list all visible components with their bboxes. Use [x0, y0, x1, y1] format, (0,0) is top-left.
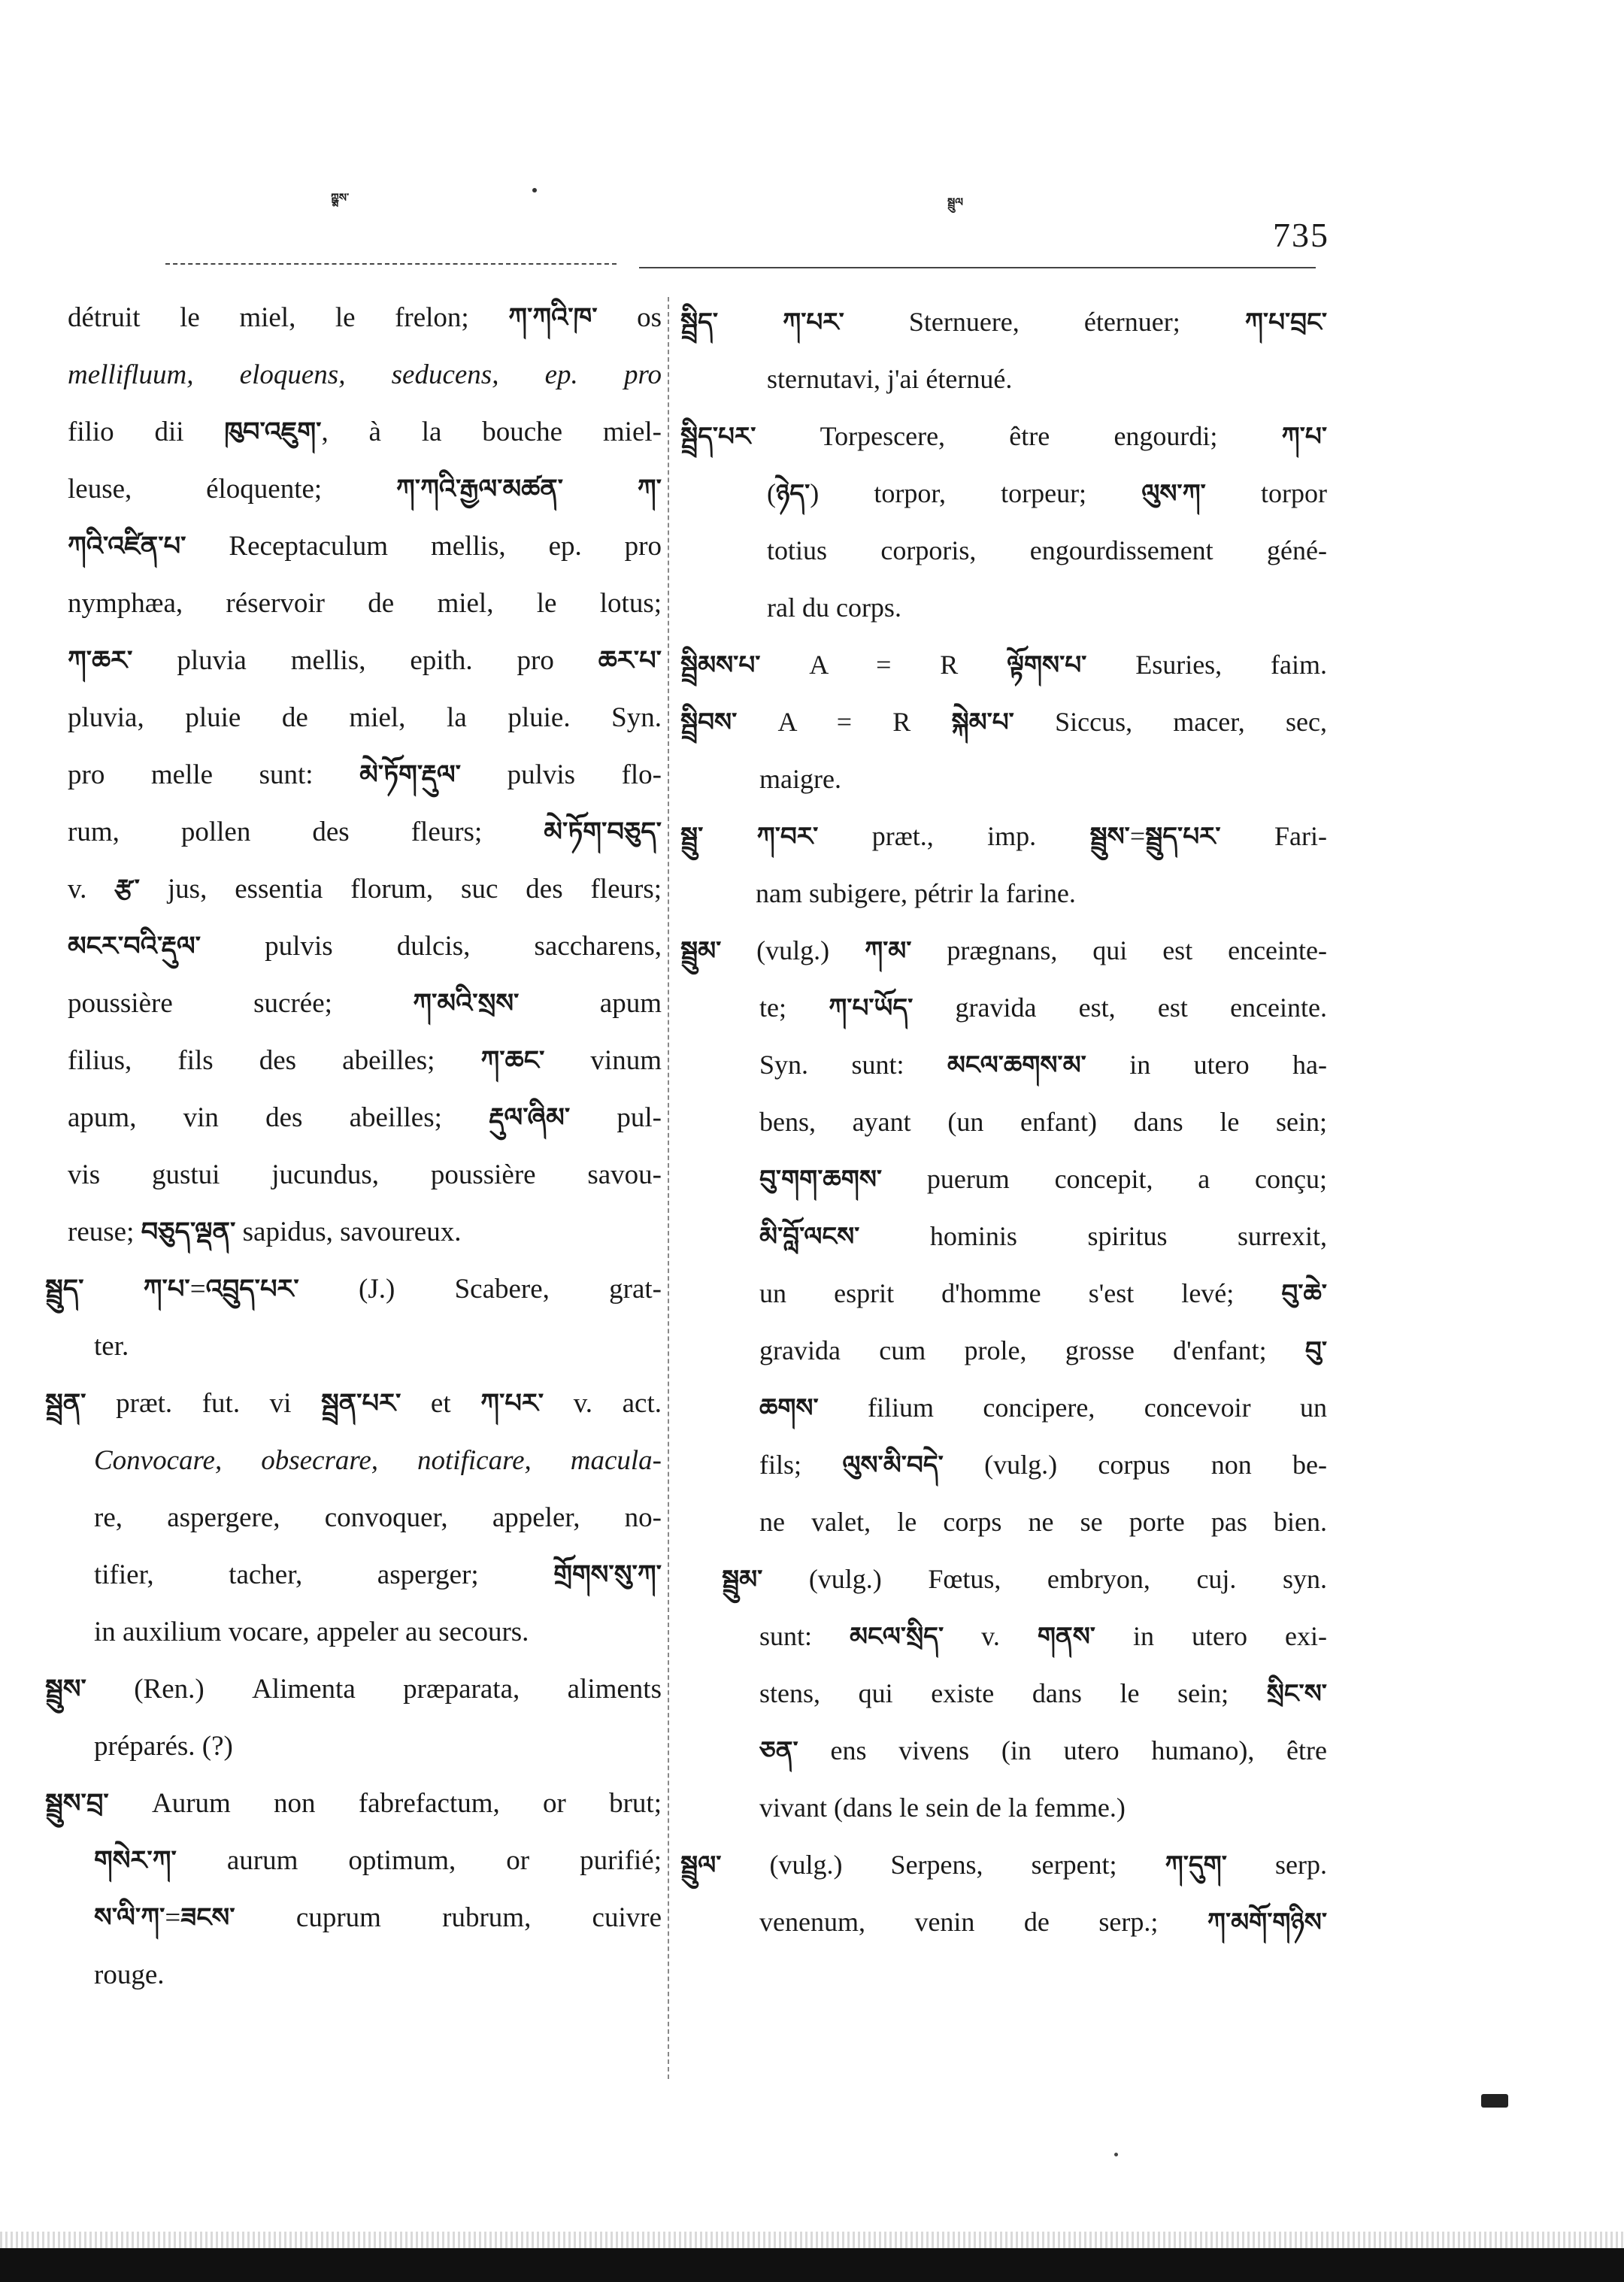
text-line: Convocare, obsecrare, notificare, macula- [94, 1445, 662, 1476]
header-rule-left [165, 263, 617, 265]
text-line: ཀ་ཆར་ pluvia mellis, epith. pro ཆར་པ་ [68, 645, 662, 676]
text-line: stens, qui existe dans le sein; སྲིང་ས་ [759, 1678, 1327, 1709]
text-line: pluvia, pluie de miel, la pluie. Syn. [68, 702, 662, 733]
tibetan-word: ཀ་བར་ [756, 822, 819, 852]
tibetan-word: ཀ་པ་ [1281, 422, 1327, 452]
text-line: ས་ལི་ཀ་=ཟངས་ cuprum rubrum, cuivre [94, 1902, 662, 1933]
scan-edge-noise [0, 2232, 1624, 2248]
tibetan-word: བཅུད་ལྡན་ [141, 1217, 236, 1247]
tibetan-word: ཀ་མའི་སྲས་ [413, 988, 520, 1019]
tibetan-word: ཀ་པར་ [783, 308, 844, 338]
text-line: nam subigere, pétrir la farine. [756, 878, 1076, 908]
text-line: nymphæa, réservoir de miel, le lotus; [68, 588, 662, 619]
text-line: in auxilium vocare, appeler au secours. [94, 1617, 529, 1647]
tibetan-word: ཀ་པ་བྲང་ [1244, 308, 1328, 338]
entry-headword-line: སྦྲིད་པར་ Torpescere, être engourdi; ཀ་པ་ [680, 421, 1327, 452]
entry-headword-line: སྦྲན་ præt. fut. vi སྦྲན་པར་ et ཀ་པར་ v. act. [45, 1388, 662, 1419]
text-line: mellifluum, eloquens, seducens, ep. pro [68, 359, 662, 390]
tibetan-word: ཟངས་ [180, 1902, 235, 1933]
text-line: (ཉེད་) torpor, torpeur; ལུས་ཀ་ torpor [767, 478, 1327, 509]
text-line: venenum, venin de serp.; ཀ་མགོ་གཉིས་ [759, 1907, 1327, 1938]
text-line: préparés. (?) [94, 1731, 233, 1762]
tibetan-word: སྦྲུས་བྲ་ [45, 1788, 109, 1819]
tibetan-word: ཀ་ཆར་ [68, 645, 133, 676]
tibetan-word: ཀ་དུག་ [1165, 1850, 1227, 1880]
entry-headword-line: སྦྲུམ་ (vulg.) Fœtus, embryon, cuj. syn. [722, 1564, 1327, 1595]
tibetan-word: ཀ་ཀའི་རྒྱལ་མཚན་ [396, 474, 564, 505]
tibetan-word: སྦྲུད་ [45, 1274, 84, 1305]
text-line: vivant (dans le sein de la femme.) [759, 1793, 1126, 1823]
text-line: ral du corps. [767, 592, 901, 623]
tibetan-word: ཅན་ [759, 1736, 798, 1766]
page-number: 735 [1273, 216, 1329, 254]
tibetan-word: གྲོགས་སུ་ཀ་ [553, 1559, 662, 1590]
text-line: bens, ayant (un enfant) dans le sein; [759, 1107, 1327, 1137]
text-line: totius corporis, engourdissement géné- [767, 535, 1327, 565]
tibetan-word: སྦྲུས་ [1089, 822, 1130, 852]
tibetan-word: ཀ་ཀའི་ཁ་ [508, 302, 598, 333]
right-running-head: སྦྲུལ [947, 195, 963, 209]
tibetan-word: ས་ལི་ཀ་ [94, 1902, 165, 1933]
text-line: ter. [94, 1331, 129, 1362]
tibetan-word: མི་བློ་ལངས་ [759, 1222, 860, 1252]
tibetan-word: བུ་ [1304, 1336, 1327, 1366]
entry-headword-line: སྦྲུ་ ཀ་བར་ præt., imp. སྦྲུས་=སྦྲུད་པར་ Fari- [680, 821, 1328, 852]
tibetan-word: ཀ་མགོ་གཉིས་ [1207, 1908, 1327, 1938]
text-line: un esprit d'homme s'est levé; བུ་ཆེ་ [759, 1278, 1327, 1309]
text-line: te; ཀ་པ་ཡོད་ gravida est, est enceinte. [759, 993, 1327, 1023]
text-line: tifier, tacher, asperger; གྲོགས་སུ་ཀ་ [94, 1559, 662, 1590]
text-line: gravida cum prole, grosse d'enfant; བུ་ [759, 1335, 1327, 1366]
text-line: maigre. [759, 764, 841, 794]
tibetan-word: རྩ་ [114, 874, 140, 905]
tibetan-word: གསེར་ཀ་ [94, 1845, 177, 1876]
text-line: apum, vin des abeilles; རྡུལ་ཞིམ་ pul- [68, 1102, 662, 1133]
tibetan-word: ཀ་ [637, 474, 662, 505]
entry-headword-line: སྦྲུས་ (Ren.) Alimenta præparata, aliments [45, 1674, 662, 1705]
text-line: མི་བློ་ལངས་ hominis spiritus surrexit, [759, 1221, 1327, 1252]
tibetan-word: མེ་ཏོག་བཅུད་ [544, 817, 662, 847]
text-line: བུ་གག་ཆགས་ puerum concepit, a conçu; [759, 1164, 1327, 1195]
print-speck [532, 188, 537, 192]
margin-mark [1481, 2094, 1508, 2108]
entry-headword-line: སྦྲུད་ ཀ་པ་=འབྲུད་པར་ (J.) Scabere, grat- [45, 1274, 662, 1305]
text-line: poussière sucrée; ཀ་མའི་སྲས་ apum [68, 988, 662, 1019]
tibetan-word: ཀ་ཆང་ [480, 1045, 545, 1076]
text-line: གསེར་ཀ་ aurum optimum, or purifié; [94, 1845, 662, 1876]
tibetan-word: ཁུབ་འཇུག་ [224, 417, 322, 447]
left-column [45, 289, 662, 2004]
text-line: pro melle sunt: མེ་ཏོག་རྡུལ་ pulvis flo- [68, 759, 662, 790]
entry-headword-line: སྦྲུལ་ (vulg.) Serpens, serpent; ཀ་དུག་ serp. [680, 1850, 1327, 1880]
tibetan-word: སྦྲུ་ [680, 822, 704, 852]
right-column [680, 293, 1327, 1950]
tibetan-word: སྐེམ་པ་ [951, 708, 1014, 738]
text-line: མངར་བའི་རྡུལ་ pulvis dulcis, saccharens, [68, 931, 662, 962]
text-line: v. རྩ་ jus, essentia florum, suc des fleurs; [68, 874, 662, 905]
entry-headword-line: སྦྲུམ་ (vulg.) ཀ་མ་ prægnans, qui est enceinte- [680, 935, 1328, 966]
tibetan-word: ཆར་པ་ [598, 645, 662, 676]
tibetan-word: སྦྲིམས་པ་ [680, 650, 761, 680]
text-line: rum, pollen des fleurs; མེ་ཏོག་བཅུད་ [68, 817, 662, 847]
tibetan-word: སྦྲུམ་ [680, 936, 722, 966]
text-line: rouge. [94, 1959, 165, 1990]
tibetan-word: གནས་ [1037, 1622, 1095, 1652]
tibetan-word: ཀ་པར་ [480, 1388, 544, 1419]
tibetan-word: བུ་གག་ཆགས་ [759, 1165, 883, 1195]
text-line: ཅན་ ens vivens (in utero humano), être [759, 1735, 1327, 1766]
tibetan-word: ཀ་པ་ [143, 1274, 190, 1305]
tibetan-word: སྦྲུམ་ [722, 1565, 763, 1595]
text-line: vis gustui jucundus, poussière savou- [68, 1159, 662, 1190]
tibetan-word: ལྟོགས་པ་ [1007, 650, 1087, 680]
text-line: leuse, éloquente; ཀ་ཀའི་རྒྱལ་མཚན་ ཀ་ [68, 474, 662, 505]
tibetan-word: སྦྲིད་ [680, 308, 719, 338]
tibetan-word: སྦྲན་ [45, 1388, 86, 1419]
tibetan-word: མེ་ཏོག་རྡུལ་ [359, 759, 462, 790]
tibetan-word: ལུས་མི་བདེ་ [842, 1450, 944, 1480]
tibetan-word: སྦྲུད་པར་ [1145, 822, 1221, 852]
tibetan-word: སྦྲན་པར་ [321, 1388, 401, 1419]
print-speck [1114, 2153, 1118, 2156]
tibetan-word: སྦྲིད་པར་ [680, 422, 756, 452]
tibetan-word: ལུས་ཀ་ [1141, 479, 1206, 509]
entry-headword-line: སྦྲུས་བྲ་ Aurum non fabrefactum, or brut; [45, 1788, 662, 1819]
tibetan-word: སྦྲུས་ [45, 1674, 86, 1705]
text-line: fils; ལུས་མི་བདེ་ (vulg.) corpus non be- [759, 1450, 1327, 1480]
text-line: sternutavi, j'ai éternué. [767, 364, 1013, 394]
text-line: ཆགས་ filium concipere, concevoir un [759, 1393, 1327, 1423]
column-separator [668, 297, 669, 2079]
tibetan-word: ཆགས་ [759, 1393, 819, 1423]
tibetan-word: ཀ་པ་ཡོད་ [829, 993, 914, 1023]
scan-edge-bar [0, 2248, 1624, 2282]
tibetan-word: མངར་བའི་རྡུལ་ [68, 931, 201, 962]
text-line: Syn. sunt: མངལ་ཆགས་མ་ in utero ha- [759, 1050, 1327, 1080]
tibetan-word: སྲིང་ས་ [1266, 1679, 1327, 1709]
text-line: re, aspergere, convoquer, appeler, no- [94, 1502, 662, 1533]
header-rule-right [639, 267, 1316, 268]
tibetan-word: ཀ་མ་ [865, 936, 912, 966]
entry-headword-line: སྦྲིམས་པ་ A = R ལྟོགས་པ་ Esuries, faim. [680, 650, 1328, 680]
text-line: ཀའི་འཛིན་པ་ Receptaculum mellis, ep. pro [68, 531, 662, 562]
text-line: ne valet, le corps ne se porte pas bien. [759, 1507, 1327, 1537]
tibetan-word: མངལ་ཆགས་མ་ [947, 1050, 1086, 1080]
entry-headword-line: སྦྲིབས་ A = R སྐེམ་པ་ Siccus, macer, sec, [680, 707, 1327, 738]
text-line: sunt: མངལ་སྲིད་ v. གནས་ in utero exi- [759, 1621, 1328, 1652]
tibetan-word: སྦྲིབས་ [680, 708, 738, 738]
tibetan-word: བུ་ཆེ་ [1281, 1279, 1327, 1309]
tibetan-word: མངལ་སྲིད་ [850, 1622, 944, 1652]
tibetan-word: རྡུལ་ཞིམ་ [489, 1102, 571, 1133]
left-running-head: ཀྵྨས་ [331, 191, 350, 205]
tibetan-word: འབྲུད་པར་ [205, 1274, 299, 1305]
text-line: détruit le miel, le frelon; ཀ་ཀའི་ཁ་ os [68, 302, 662, 333]
tibetan-word: སྦྲུལ་ [680, 1850, 722, 1880]
entry-headword-line: སྦྲིད་ ཀ་པར་ Sternuere, éternuer; ཀ་པ་བྲང་ [680, 307, 1328, 338]
text-line: reuse; བཅུད་ལྡན་ sapidus, savoureux. [68, 1217, 462, 1247]
text-line: filio dii ཁུབ་འཇུག་, à la bouche miel- [68, 417, 662, 447]
text-line: filius, fils des abeilles; ཀ་ཆང་ vinum [68, 1045, 662, 1076]
tibetan-word: ཉེད་ [776, 479, 810, 509]
tibetan-word: ཀའི་འཛིན་པ་ [68, 531, 186, 562]
